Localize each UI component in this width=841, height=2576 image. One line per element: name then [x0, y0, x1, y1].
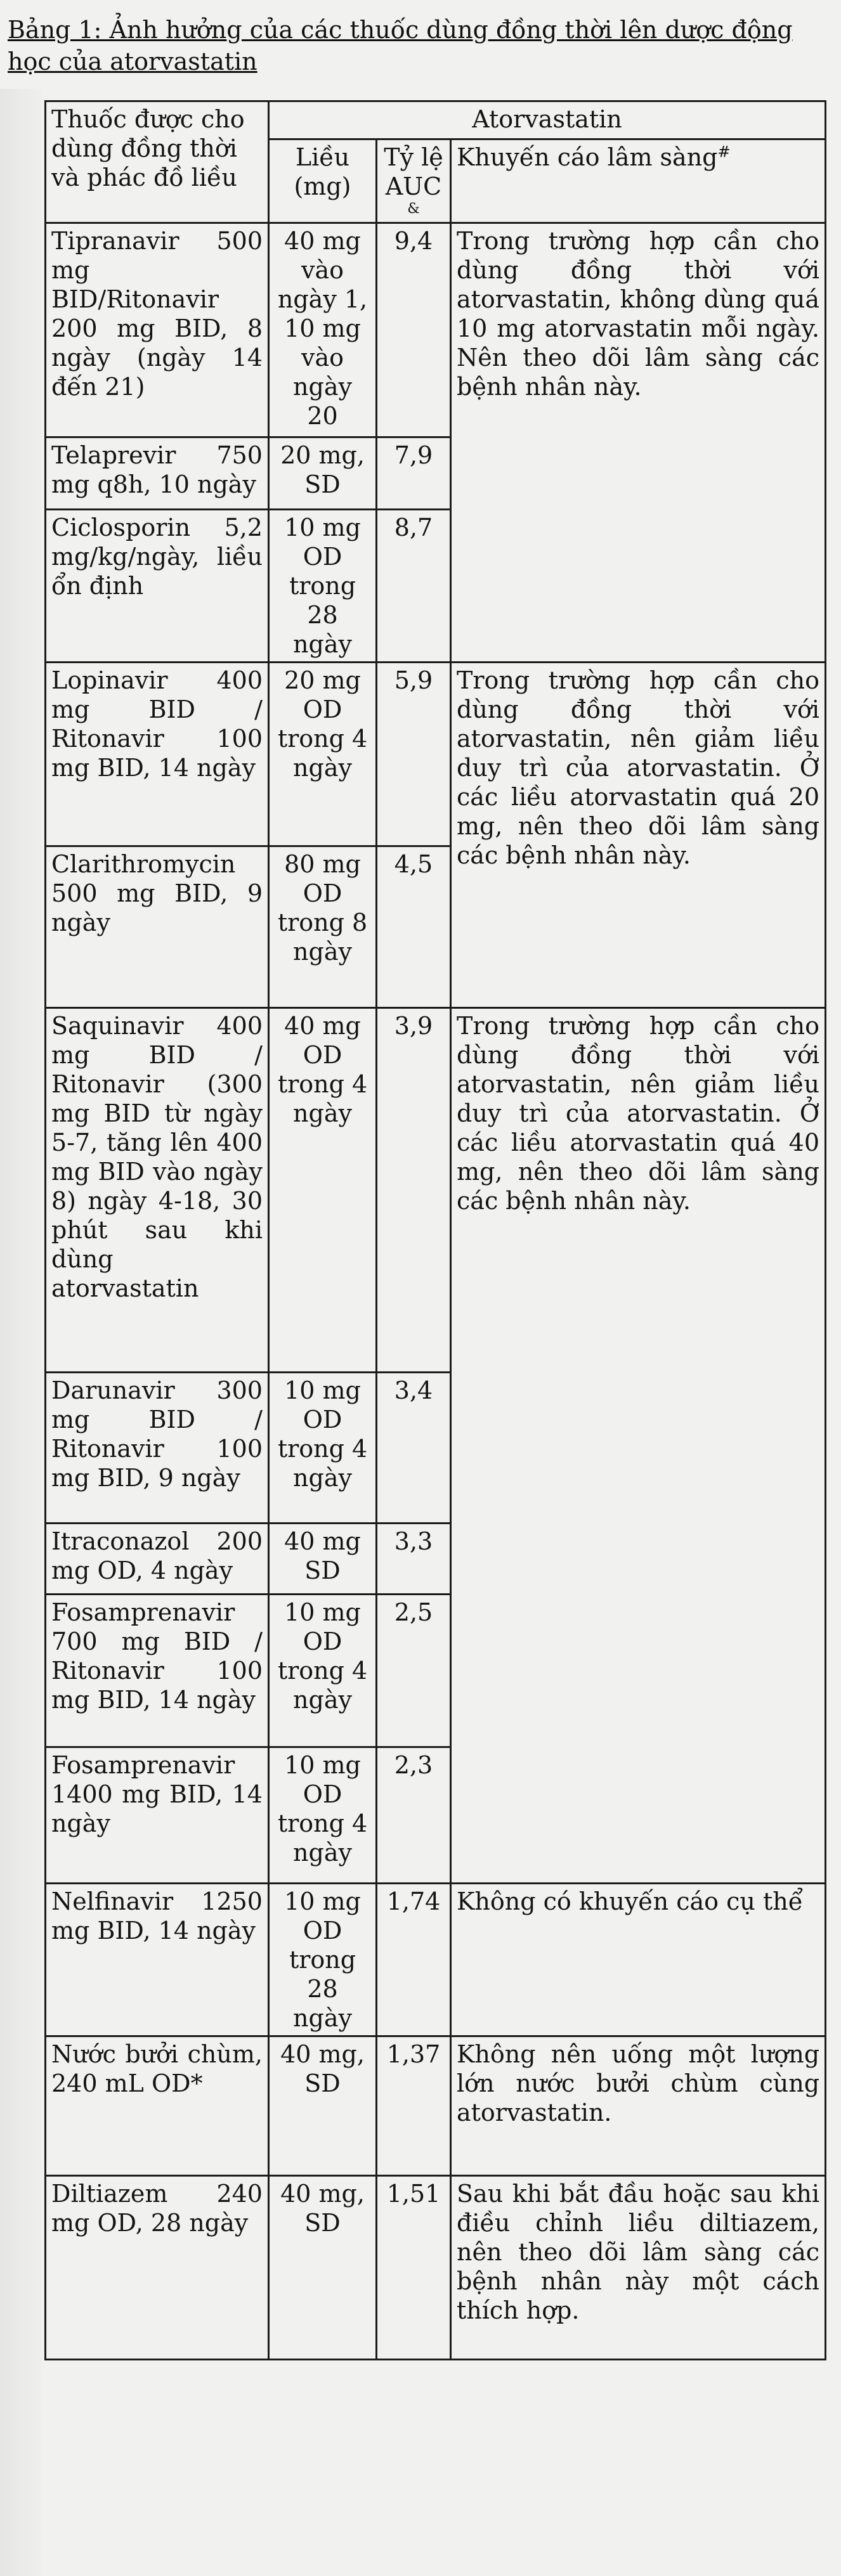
auc-footnote-mark: & — [407, 201, 420, 217]
dose-cell: 10 mg OD trong 4 ngày — [269, 1373, 377, 1524]
recommendation-cell: Trong trường hợp cần cho dùng đồng thời với atorvastatin, nên giảm liều duy trì của atorvastatin. Ở các liều atorvastatin quá 20 mg, nên theo dõi lâm sàng các bệnh nhân này. — [451, 663, 826, 1008]
caption-line-2: học của atorvastatin — [8, 48, 258, 75]
dose-cell: 10 mg OD trong 4 ngày — [269, 1747, 377, 1884]
drug-cell: Lopinavir 400 mg BID / Ritonavir 100 mg BID, 14 ngày — [46, 663, 269, 846]
auc-cell: 2,3 — [377, 1747, 451, 1884]
dose-cell: 20 mg, SD — [269, 437, 377, 510]
table-row — [46, 663, 826, 846]
auc-cell: 5,9 — [377, 663, 451, 846]
auc-cell: 2,5 — [377, 1595, 451, 1747]
dose-cell: 40 mg, SD — [269, 2176, 377, 2360]
drug-cell: Saquinavir 400 mg BID / Ritonavir (300 mg BID từ ngày 5-7, tăng lên 400 mg BID vào ngày 8) ngày 4-18, 30 phút sau khi dùng atorvastatin — [46, 1008, 269, 1373]
dose-cell: 40 mg vào ngày 1, 10 mg vào ngày 20 — [269, 223, 377, 437]
table-row — [46, 1008, 826, 1373]
auc-cell: 3,9 — [377, 1008, 451, 1373]
table-row — [46, 2176, 826, 2360]
dose-cell: 10 mg OD trong 4 ngày — [269, 1595, 377, 1747]
recommendation-cell: Trong trường hợp cần cho dùng đồng thời với atorvastatin, không dùng quá 10 mg atorvastatin mỗi ngày. Nên theo dõi lâm sàng các bệnh nhân này. — [451, 223, 826, 663]
auc-cell: 3,4 — [377, 1373, 451, 1524]
dose-cell: 40 mg, SD — [269, 2036, 377, 2176]
auc-cell: 9,4 — [377, 223, 451, 437]
auc-cell: 7,9 — [377, 437, 451, 510]
recommendation-cell: Không nên uống một lượng lớn nước bưởi chùm cùng atorvastatin. — [451, 2036, 826, 2176]
drug-cell: Telaprevir 750 mg q8h, 10 ngày — [46, 437, 269, 510]
table-row — [46, 2036, 826, 2176]
drug-cell: Itraconazol 200 mg OD, 4 ngày — [46, 1524, 269, 1595]
drug-cell: Tipranavir 500 mg BID/Ritonavir 200 mg BID, 8 ngày (ngày 14 đến 21) — [46, 223, 269, 437]
drug-cell: Ciclosporin 5,2 mg/kg/ngày, liều ổn định — [46, 510, 269, 663]
dose-cell: 20 mg OD trong 4 ngày — [269, 663, 377, 846]
header-auc-column: Tỷ lệ AUC & — [377, 139, 451, 223]
caption-line-1: Bảng 1: Ảnh hưởng của các thuốc dùng đồng thời lên dược động — [8, 16, 793, 44]
auc-cell: 1,37 — [377, 2036, 451, 2176]
header-dose-column: Liều (mg) — [269, 139, 377, 223]
drug-cell: Diltiazem 240 mg OD, 28 ngày — [46, 2176, 269, 2360]
table-row — [46, 1884, 826, 2036]
dose-cell: 40 mg SD — [269, 1524, 377, 1595]
table-row — [46, 223, 826, 437]
auc-cell: 1,51 — [377, 2176, 451, 2360]
dose-cell: 80 mg OD trong 8 ngày — [269, 846, 377, 1008]
table-caption — [8, 14, 832, 77]
drug-cell: Fosamprenavir 1400 mg BID, 14 ngày — [46, 1747, 269, 1884]
recommendation-cell: Sau khi bắt đầu hoặc sau khi điều chỉnh liều diltiazem, nên theo dõi lâm sàng các bệnh nhân này một cách thích hợp. — [451, 2176, 826, 2360]
auc-cell: 1,74 — [377, 1884, 451, 2036]
recommendation-footnote-mark: # — [717, 143, 731, 161]
recommendation-cell: Trong trường hợp cần cho dùng đồng thời với atorvastatin, nên giảm liều duy trì của atorvastatin. Ở các liều atorvastatin quá 40 mg, nên theo dõi lâm sàng các bệnh nhân này. — [451, 1008, 826, 1884]
drug-cell: Nước bưởi chùm, 240 mL OD* — [46, 2036, 269, 2176]
dose-cell: 10 mg OD trong 28 ngày — [269, 510, 377, 663]
auc-cell: 8,7 — [377, 510, 451, 663]
drug-cell: Fosamprenavir 700 mg BID / Ritonavir 100 mg BID, 14 ngày — [46, 1595, 269, 1747]
dose-cell: 40 mg OD trong 4 ngày — [269, 1008, 377, 1373]
drug-cell: Darunavir 300 mg BID / Ritonavir 100 mg BID, 9 ngày — [46, 1373, 269, 1524]
drug-interaction-table — [44, 100, 826, 2360]
header-recommendation-column: Khuyến cáo lâm sàng# — [451, 139, 826, 223]
drug-cell: Clarithromycin 500 mg BID, 9 ngày — [46, 846, 269, 1008]
header-drug-column: Thuốc được cho dùng đồng thời và phác đồ liều — [46, 101, 269, 223]
recommendation-cell: Không có khuyến cáo cụ thể — [451, 1884, 826, 2036]
page-fold-shadow — [0, 89, 42, 2576]
dose-cell: 10 mg OD trong 28 ngày — [269, 1884, 377, 2036]
auc-cell: 4,5 — [377, 846, 451, 1008]
drug-cell: Nelfinavir 1250 mg BID, 14 ngày — [46, 1884, 269, 2036]
auc-cell: 3,3 — [377, 1524, 451, 1595]
header-atorvastatin-group: Atorvastatin — [269, 101, 826, 139]
